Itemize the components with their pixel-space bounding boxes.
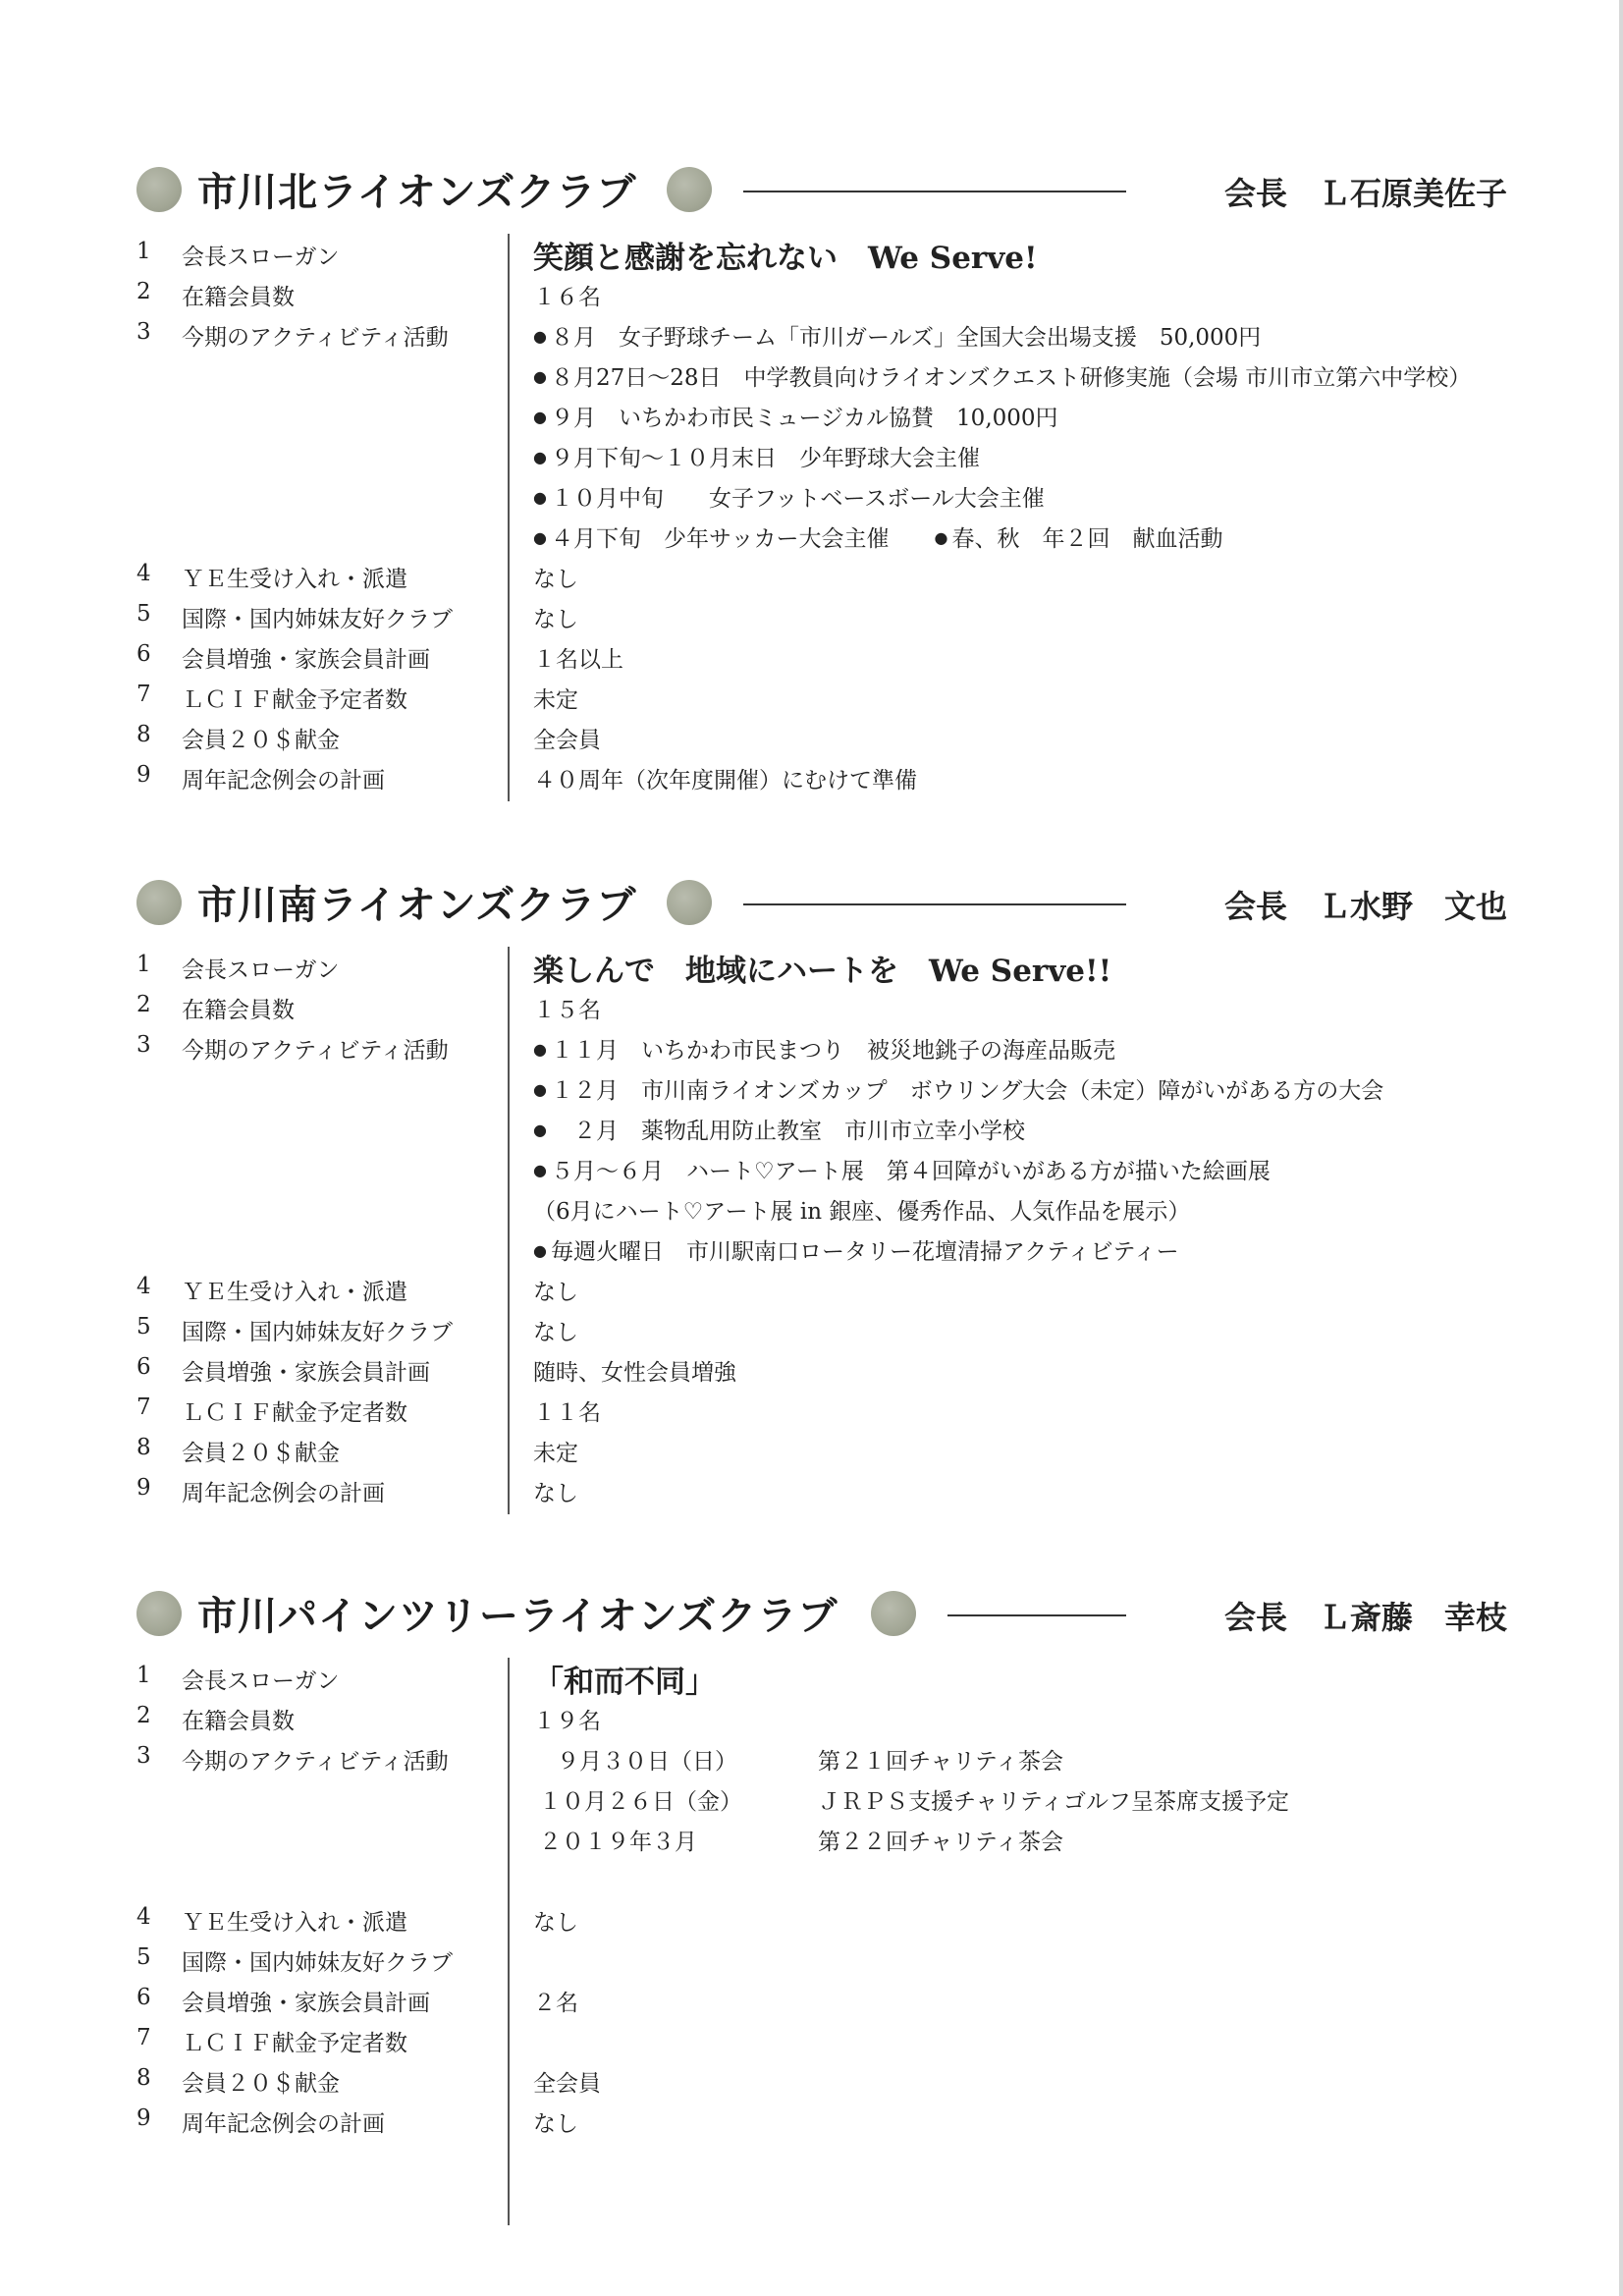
page-edge (1619, 0, 1623, 2296)
sister-value: なし (533, 1320, 578, 1345)
schedule-event: ＪＲＰＳ支援チャリティゴルフ呈茶席支援予定 (818, 1789, 1290, 1815)
row-ye (133, 1274, 1507, 1313)
donation-value: 全会員 (533, 728, 601, 753)
club-name: 市川パインツリーライオンズクラブ (197, 1594, 839, 1639)
bullet-icon: ● (533, 1080, 547, 1099)
row-anniversary (133, 2105, 1507, 2145)
bullet-icon: ● (533, 528, 547, 547)
bullet-icon: ● (533, 327, 547, 346)
row-label: 今期のアクティビティ活動 (182, 1749, 449, 1775)
club-section-south (133, 868, 1507, 1516)
activity-item: ● ５月〜６月 ハート♡アート展 第４回障がいがある方が描いた絵画展 (533, 1159, 1271, 1184)
club-section-pinetree (133, 1579, 1507, 2227)
activity-item: ● １２月 市川南ライオンズカップ ボウリング大会（未定）障がいがある方の大会 (533, 1078, 1384, 1104)
anniversary-value: なし (533, 2111, 578, 2137)
row-number: 9 (136, 762, 151, 788)
row-number: 4 (136, 561, 151, 586)
schedule-date: ９月３０日（日） (557, 1749, 737, 1775)
club-name: 市川南ライオンズクラブ (197, 883, 637, 928)
club-president: 会長 Ｌ斎藤 幸枝 (1223, 1599, 1507, 1636)
club-name: 市川北ライオンズクラブ (197, 170, 637, 215)
circle-bullet-icon (136, 880, 182, 925)
activity-item: ● ９月下旬〜１０月末日 少年野球大会主催 (533, 446, 980, 471)
row-number: 4 (136, 1274, 151, 1299)
row-label: 周年記念例会の計画 (182, 1481, 385, 1506)
row-slogan (133, 1663, 1507, 1702)
row-number: 1 (136, 952, 151, 977)
members-value: １６名 (533, 285, 601, 310)
row-sister (133, 1314, 1507, 1353)
bullet-icon: ● (533, 1161, 547, 1179)
row-label: ＹＥ生受け入れ・派遣 (182, 567, 407, 592)
row-label: 今期のアクティビティ活動 (182, 325, 449, 351)
row-number: 3 (136, 1743, 151, 1769)
row-sister (133, 1944, 1507, 1984)
row-label: 国際・国内姉妹友好クラブ (182, 607, 453, 632)
row-label: 会員２０＄献金 (182, 1441, 340, 1466)
activity-item: ● １０月中旬 女子フットベースボール大会主催 (533, 486, 1045, 512)
row-lcif (133, 682, 1507, 721)
row-number: 3 (136, 1032, 151, 1058)
ye-value: なし (533, 567, 578, 592)
row-growth (133, 1985, 1507, 2024)
slogan-value: 笑顔と感謝を忘れない We Serve! (533, 241, 1038, 276)
members-value: １９名 (533, 1709, 601, 1734)
row-number: 5 (136, 1944, 151, 1970)
row-number: 6 (136, 1354, 151, 1380)
members-value: １５名 (533, 998, 601, 1023)
club-president: 会長 Ｌ石原美佐子 (1223, 175, 1507, 212)
row-number: 8 (136, 2065, 151, 2091)
row-label: 会員２０＄献金 (182, 2071, 340, 2097)
activity-note: （6月にハート♡アート展 in 銀座、優秀作品、人気作品を展示） (533, 1199, 1191, 1225)
club-president: 会長 Ｌ水野 文也 (1223, 888, 1507, 925)
row-number: 6 (136, 641, 151, 667)
anniversary-value: ４０周年（次年度開催）にむけて準備 (533, 768, 917, 793)
activity-item: ● ２月 薬物乱用防止教室 市川市立幸小学校 (533, 1119, 1025, 1144)
slogan-value: 「和而不同」 (533, 1665, 716, 1700)
row-slogan (133, 239, 1507, 278)
growth-value: 随時、女性会員増強 (533, 1360, 736, 1386)
row-label: 会員２０＄献金 (182, 728, 340, 753)
activity-item: ● ９月 いちかわ市民ミュージカル協賛 10,000円 (533, 406, 1058, 431)
row-members (133, 1703, 1507, 1742)
activity-item: ● 毎週火曜日 市川駅南口ロータリー花壇清掃アクティビティー (533, 1239, 1179, 1265)
growth-value: ２名 (533, 1991, 578, 2016)
row-label: 会員増強・家族会員計画 (182, 1991, 430, 2016)
row-number: 3 (136, 319, 151, 345)
bullet-icon: ● (533, 1241, 547, 1260)
row-anniversary (133, 1475, 1507, 1514)
row-ye (133, 561, 1507, 600)
anniversary-value: なし (533, 1481, 578, 1506)
circle-bullet-icon (667, 167, 712, 212)
row-label: ＬＣＩＦ献金予定者数 (182, 687, 407, 713)
row-label: 国際・国内姉妹友好クラブ (182, 1950, 453, 1976)
row-ye (133, 1904, 1507, 1943)
row-label: 会長スローガン (182, 245, 340, 270)
circle-bullet-icon (136, 1591, 182, 1636)
club-section-north (133, 155, 1507, 803)
bullet-icon: ● (934, 528, 948, 547)
activity-item: ● ４月下旬 少年サッカー大会主催 ● 春、秋 年２回 献血活動 (533, 526, 1223, 552)
row-label: 在籍会員数 (182, 1709, 295, 1734)
circle-bullet-icon (136, 167, 182, 212)
bullet-icon: ● (533, 1121, 547, 1139)
sister-value: なし (533, 607, 578, 632)
row-anniversary (133, 762, 1507, 801)
donation-value: 未定 (533, 1441, 578, 1466)
bullet-icon: ● (533, 448, 547, 466)
header-rule (947, 1614, 1126, 1616)
ye-value: なし (533, 1910, 578, 1936)
row-donation (133, 2065, 1507, 2105)
bullet-icon: ● (533, 367, 547, 386)
row-number: 5 (136, 601, 151, 627)
row-slogan (133, 952, 1507, 991)
donation-value: 全会員 (533, 2071, 601, 2097)
bullet-icon: ● (533, 488, 547, 507)
row-members (133, 279, 1507, 318)
row-number: 2 (136, 279, 151, 304)
row-label: ＹＥ生受け入れ・派遣 (182, 1910, 407, 1936)
bullet-icon: ● (533, 1040, 547, 1059)
row-number: 4 (136, 1904, 151, 1930)
growth-value: １名以上 (533, 647, 623, 673)
row-number: 9 (136, 2105, 151, 2131)
row-growth (133, 1354, 1507, 1394)
bullet-icon: ● (533, 408, 547, 426)
lcif-value: １１名 (533, 1400, 601, 1426)
circle-bullet-icon (667, 880, 712, 925)
row-growth (133, 641, 1507, 681)
row-number: 2 (136, 992, 151, 1017)
row-label: 会員増強・家族会員計画 (182, 647, 430, 673)
row-number: 8 (136, 722, 151, 747)
row-number: 6 (136, 1985, 151, 2010)
row-number: 1 (136, 1663, 151, 1688)
club-header (133, 1579, 1507, 1648)
row-label: 会長スローガン (182, 957, 340, 983)
activity-item: ● ８月 女子野球チーム「市川ガールズ」全国大会出場支援 50,000円 (533, 325, 1262, 351)
row-lcif (133, 1394, 1507, 1434)
header-rule (743, 191, 1126, 192)
row-label: ＬＣＩＦ献金予定者数 (182, 2031, 407, 2056)
lcif-value: 未定 (533, 687, 578, 713)
row-number: 2 (136, 1703, 151, 1728)
row-label: 国際・国内姉妹友好クラブ (182, 1320, 453, 1345)
row-number: 1 (136, 239, 151, 264)
row-label: ＬＣＩＦ献金予定者数 (182, 1400, 407, 1426)
header-rule (743, 903, 1126, 905)
schedule-date: ２０１９年３月 (539, 1830, 697, 1855)
row-label: ＹＥ生受け入れ・派遣 (182, 1280, 407, 1305)
row-number: 7 (136, 682, 151, 707)
row-number: 7 (136, 1394, 151, 1420)
club-header (133, 868, 1507, 937)
row-sister (133, 601, 1507, 640)
ye-value: なし (533, 1280, 578, 1305)
row-donation (133, 722, 1507, 761)
row-label: 周年記念例会の計画 (182, 768, 385, 793)
schedule-event: 第２１回チャリティ茶会 (818, 1749, 1064, 1775)
row-donation (133, 1435, 1507, 1474)
row-number: 9 (136, 1475, 151, 1501)
activity-item: ● ８月27日〜28日 中学教員向けライオンズクエスト研修実施（会場 市川市立第六中学校） (533, 365, 1472, 391)
row-label: 今期のアクティビティ活動 (182, 1038, 449, 1064)
row-number: 8 (136, 1435, 151, 1460)
circle-bullet-icon (871, 1591, 916, 1636)
row-lcif (133, 2025, 1507, 2064)
row-label: 会員増強・家族会員計画 (182, 1360, 430, 1386)
row-label: 在籍会員数 (182, 285, 295, 310)
row-label: 在籍会員数 (182, 998, 295, 1023)
row-number: 7 (136, 2025, 151, 2050)
activity-item: ● １１月 いちかわ市民まつり 被災地銚子の海産品販売 (533, 1038, 1115, 1064)
club-header (133, 155, 1507, 224)
row-label: 会長スローガン (182, 1668, 340, 1694)
schedule-date: １０月２６日（金） (539, 1789, 742, 1815)
row-label: 周年記念例会の計画 (182, 2111, 385, 2137)
row-number: 5 (136, 1314, 151, 1339)
row-members (133, 992, 1507, 1031)
slogan-value: 楽しんで 地域にハートを We Serve!! (533, 954, 1112, 989)
schedule-event: 第２２回チャリティ茶会 (818, 1830, 1064, 1855)
